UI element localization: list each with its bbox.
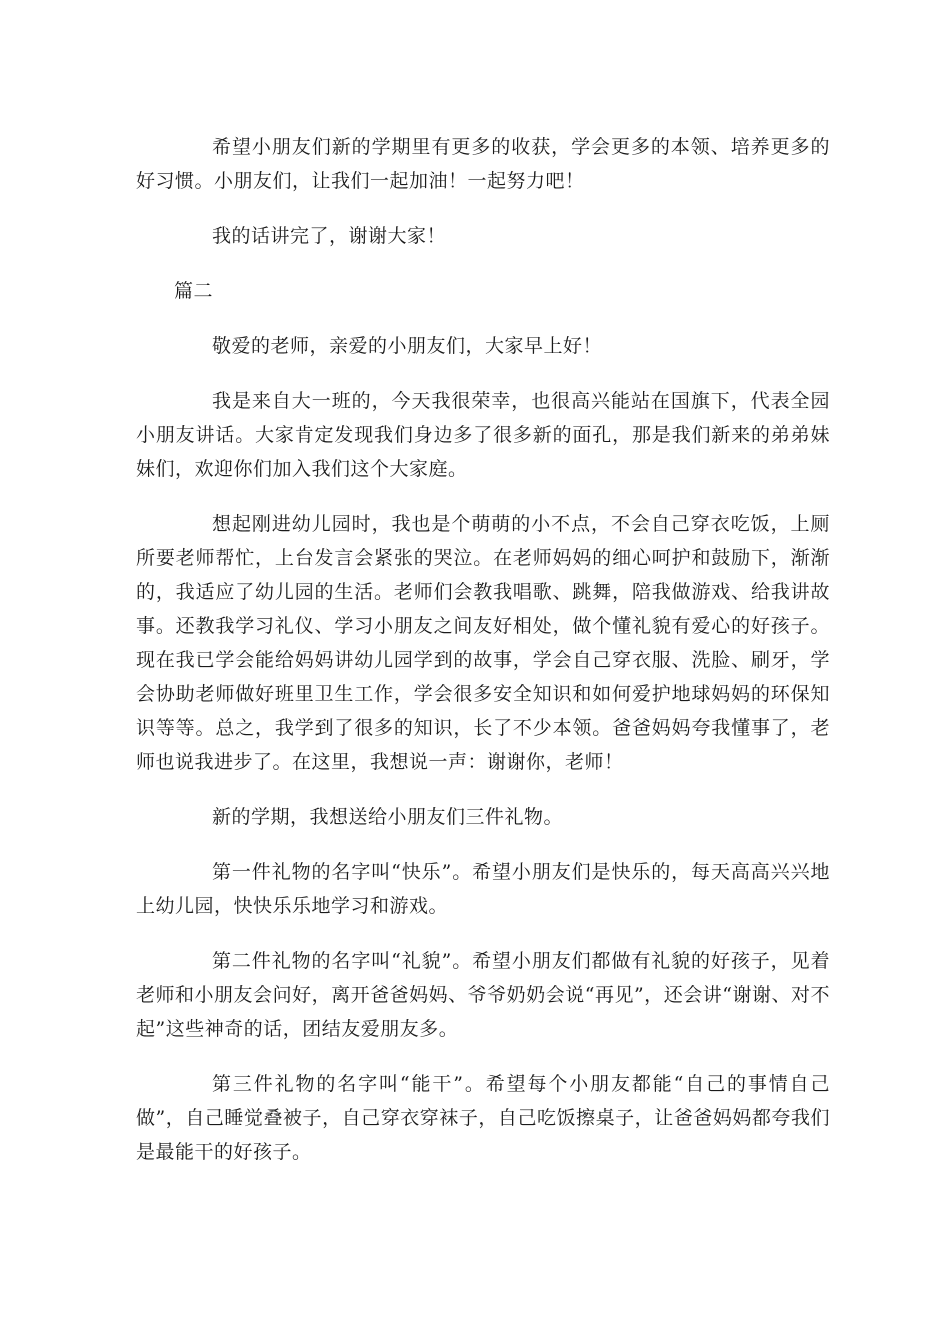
paragraph-closing: 我的话讲完了，谢谢大家！ [212, 225, 447, 247]
paragraph-gift-politeness: 第二件礼物的名字叫“礼貌”。希望小朋友们都做有礼貌的好孩子，见着老师和小朋友会问好，离开爸爸妈妈、爷爷奶奶会说“再见”，还会讲“谢谢、对不起”这些神奇的话，团结友爱朋友多。 [136, 950, 830, 1040]
section-heading: 篇二 [174, 280, 214, 302]
paragraph-wish: 希望小朋友们新的学期里有更多的收获，学会更多的本领、培养更多的好习惯。小朋友们，让我们一起加油！一起努力吧！ [136, 136, 830, 192]
paragraph-gift-happiness: 第一件礼物的名字叫“快乐”。希望小朋友们是快乐的，每天高高兴兴地上幼儿园，快快乐乐地学习和游戏。 [136, 861, 830, 917]
paragraph-greeting: 敬爱的老师，亲爱的小朋友们，大家早上好！ [212, 335, 603, 357]
paragraph-gifts-intro: 新的学期，我想送给小朋友们三件礼物。 [212, 806, 564, 828]
paragraph-memories: 想起刚进幼儿园时，我也是个萌萌的小不点，不会自己穿衣吃饭，上厕所要老师帮忙，上台发言会紧张的哭泣。在老师妈妈的细心呵护和鼓励下，渐渐的，我适应了幼儿园的生活。老师们会教我唱歌、跳舞，陪我做游戏、给我讲故事。还教我学习礼仪、学习小朋友之间友好相处，做个懂礼貌有爱心的好孩子。现在我已学会能给妈妈讲幼儿园学到的故事，学会自己穿衣服、洗脸、刷牙，学会协助老师做好班里卫生工作，学会很多安全知识和如何爱护地球妈妈的环保知识等等。总之，我学到了很多的知识，长了不少本领。爸爸妈妈夸我懂事了，老师也说我进步了。在这里，我想说一声：谢谢你，老师！ [136, 513, 830, 773]
paragraph-introduction: 我是来自大一班的，今天我很荣幸，也很高兴能站在国旗下，代表全园小朋友讲话。大家肯定发现我们身边多了很多新的面孔，那是我们新来的弟弟妹妹们，欢迎你们加入我们这个大家庭。 [136, 390, 830, 480]
paragraph-gift-capability: 第三件礼物的名字叫“能干”。希望每个小朋友都能“自己的事情自己做”，自己睡觉叠被子，自己穿衣穿袜子，自己吃饭擦桌子，让爸爸妈妈都夸我们是最能干的好孩子。 [136, 1073, 830, 1163]
document-body [136, 130, 830, 1190]
